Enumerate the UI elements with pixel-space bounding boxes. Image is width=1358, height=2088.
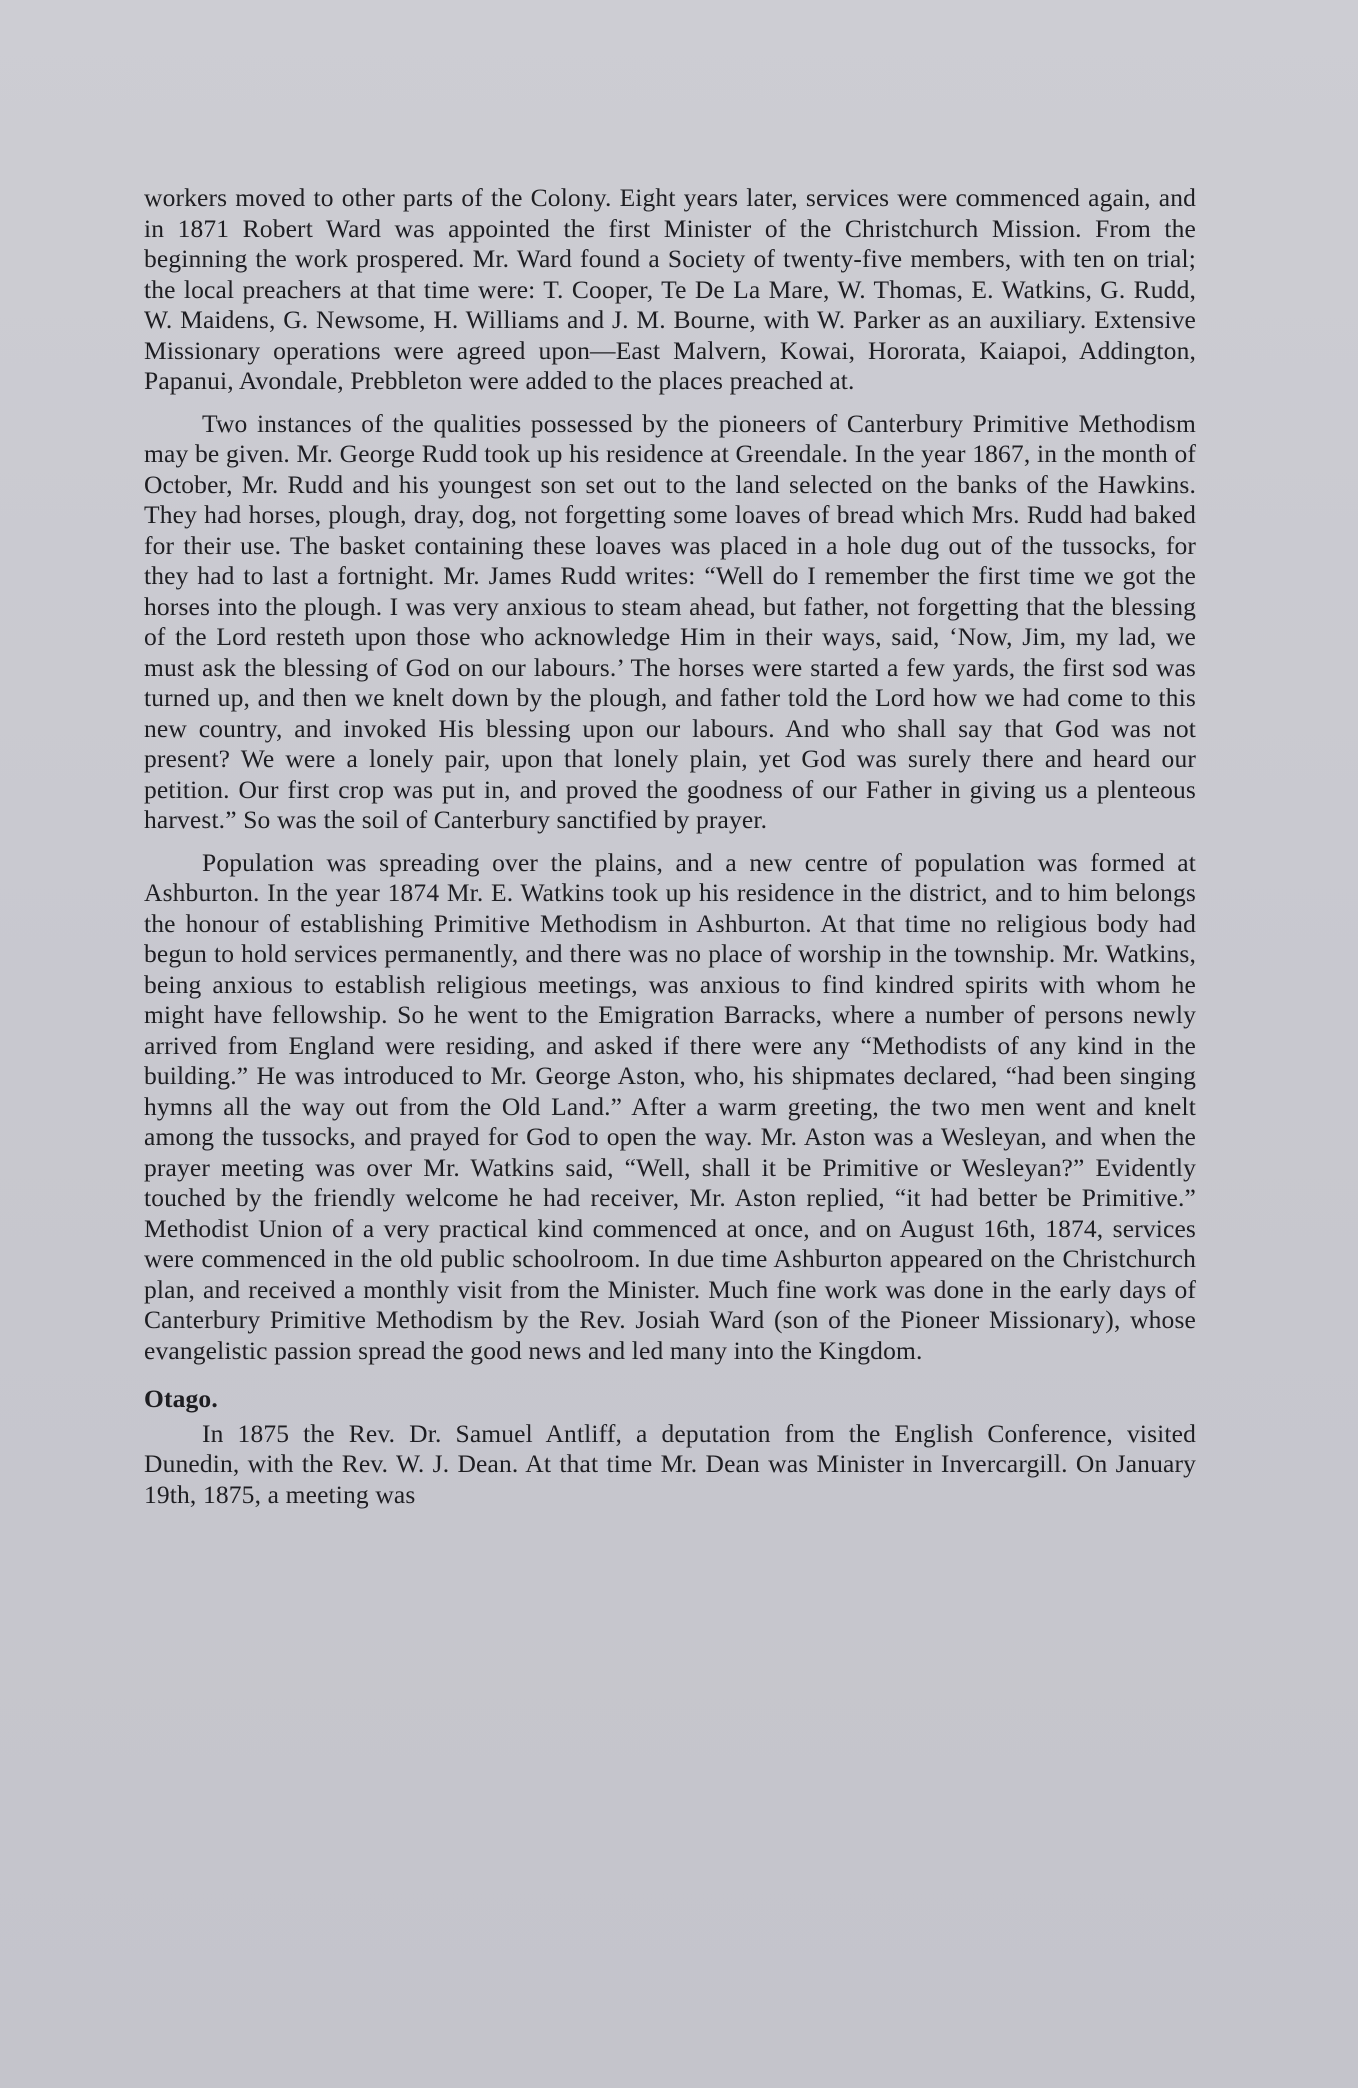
paragraph-rudd: Two instances of the qualities possessed by the pioneers of Canterbury Primitive Methodism may be given. Mr. George Rudd took up his residence at Greendale. In the year 1867, in the month of October, Mr. Rudd and his youngest son set out to the land selected on the banks of the Hawkins. They had horses, plough, dray, dog, not forgetting some loaves of bread which Mrs. Rudd had baked for their use. The basket containing these loaves was placed in a hole dug out of the tussocks, for they had to last a fortnight. Mr. James Rudd writes: “Well do I remember the first time we got the horses into the plough. I was very anxious to steam ahead, but father, not forgetting that the blessing of the Lord resteth upon those who acknowledge Him in their ways, said, ‘Now, Jim, my lad, we must ask the blessing of God on our labours.’ The horses were started a few yards, the first sod was turned up, and then we knelt down by the plough, and father told the Lord how we had come to this new country, and invoked His blessing upon our labours. And who shall say that God was not present? We were a lonely pair, upon that lonely plain, yet God was surely there and heard our petition. Our first crop was put in, and proved the goodness of our Father in giving us a plenteous harvest.” So was the soil of Canterbury sanctified by prayer. bbox=[144, 408, 1196, 834]
paragraph-continuation: workers moved to other parts of the Colony. Eight years later, services were commenced again, and in 1871 Robert Ward was appointed the first Minister of the Christchurch Mission. From the beginning the work prospered. Mr. Ward found a Society of twenty-five members, with ten on trial; the local preachers at that time were: T. Cooper, Te De La Mare, W. Thomas, E. Watkins, G. Rudd, W. Maidens, G. Newsome, H. Williams and J. M. Bourne, with W. Parker as an auxiliary. Extensive Missionary operations were agreed upon—East Malvern, Kowai, Hororata, Kaiapoi, Addington, Papanui, Avondale, Prebbleton were added to the places preached at. bbox=[144, 183, 1196, 395]
section-heading-otago: Otago. bbox=[144, 1384, 218, 1413]
paragraph-otago: In 1875 the Rev. Dr. Samuel Antliff, a deputation from the English Conference, visited Dunedin, with the Rev. W. J. Dean. At that time Mr. Dean was Minister in Invercargill. On January 19th, 1875, a meeting was bbox=[144, 1418, 1196, 1509]
paragraph-ashburton: Population was spreading over the plains, and a new centre of population was formed at Ashburton. In the year 1874 Mr. E. Watkins took up his residence in the district, and to him belongs the honour of establishing Primitive Methodism in Ashburton. At that time no religious body had begun to hold services permanently, and there was no place of worship in the township. Mr. Watkins, being anxious to establish religious meetings, was anxious to find kindred spirits with whom he might have fellowship. So he went to the Emigration Barracks, where a number of persons newly arrived from England were residing, and asked if there were any “Methodists of any kind in the building.” He was introduced to Mr. George Aston, who, his shipmates declared, “had been singing hymns all the way out from the Old Land.” After a warm greeting, the two men went and knelt among the tussocks, and prayed for God to open the way. Mr. Aston was a Wesleyan, and when the prayer meeting was over Mr. Watkins said, “Well, shall it be Primitive or Wesleyan?” Evidently touched by the friendly welcome he had receiver, Mr. Aston replied, “it had better be Primitive.” Methodist Union of a very practical kind commenced at once, and on August 16th, 1874, services were commenced in the old public schoolroom. In due time Ashburton appeared on the Christchurch plan, and received a monthly visit from the Minister. Much fine work was done in the early days of Canterbury Primitive Methodism by the Rev. Josiah Ward (son of the Pioneer Missionary), whose evangelistic passion spread the good news and led many into the Kingdom. bbox=[144, 847, 1196, 1365]
body-text bbox=[144, 183, 1196, 1522]
